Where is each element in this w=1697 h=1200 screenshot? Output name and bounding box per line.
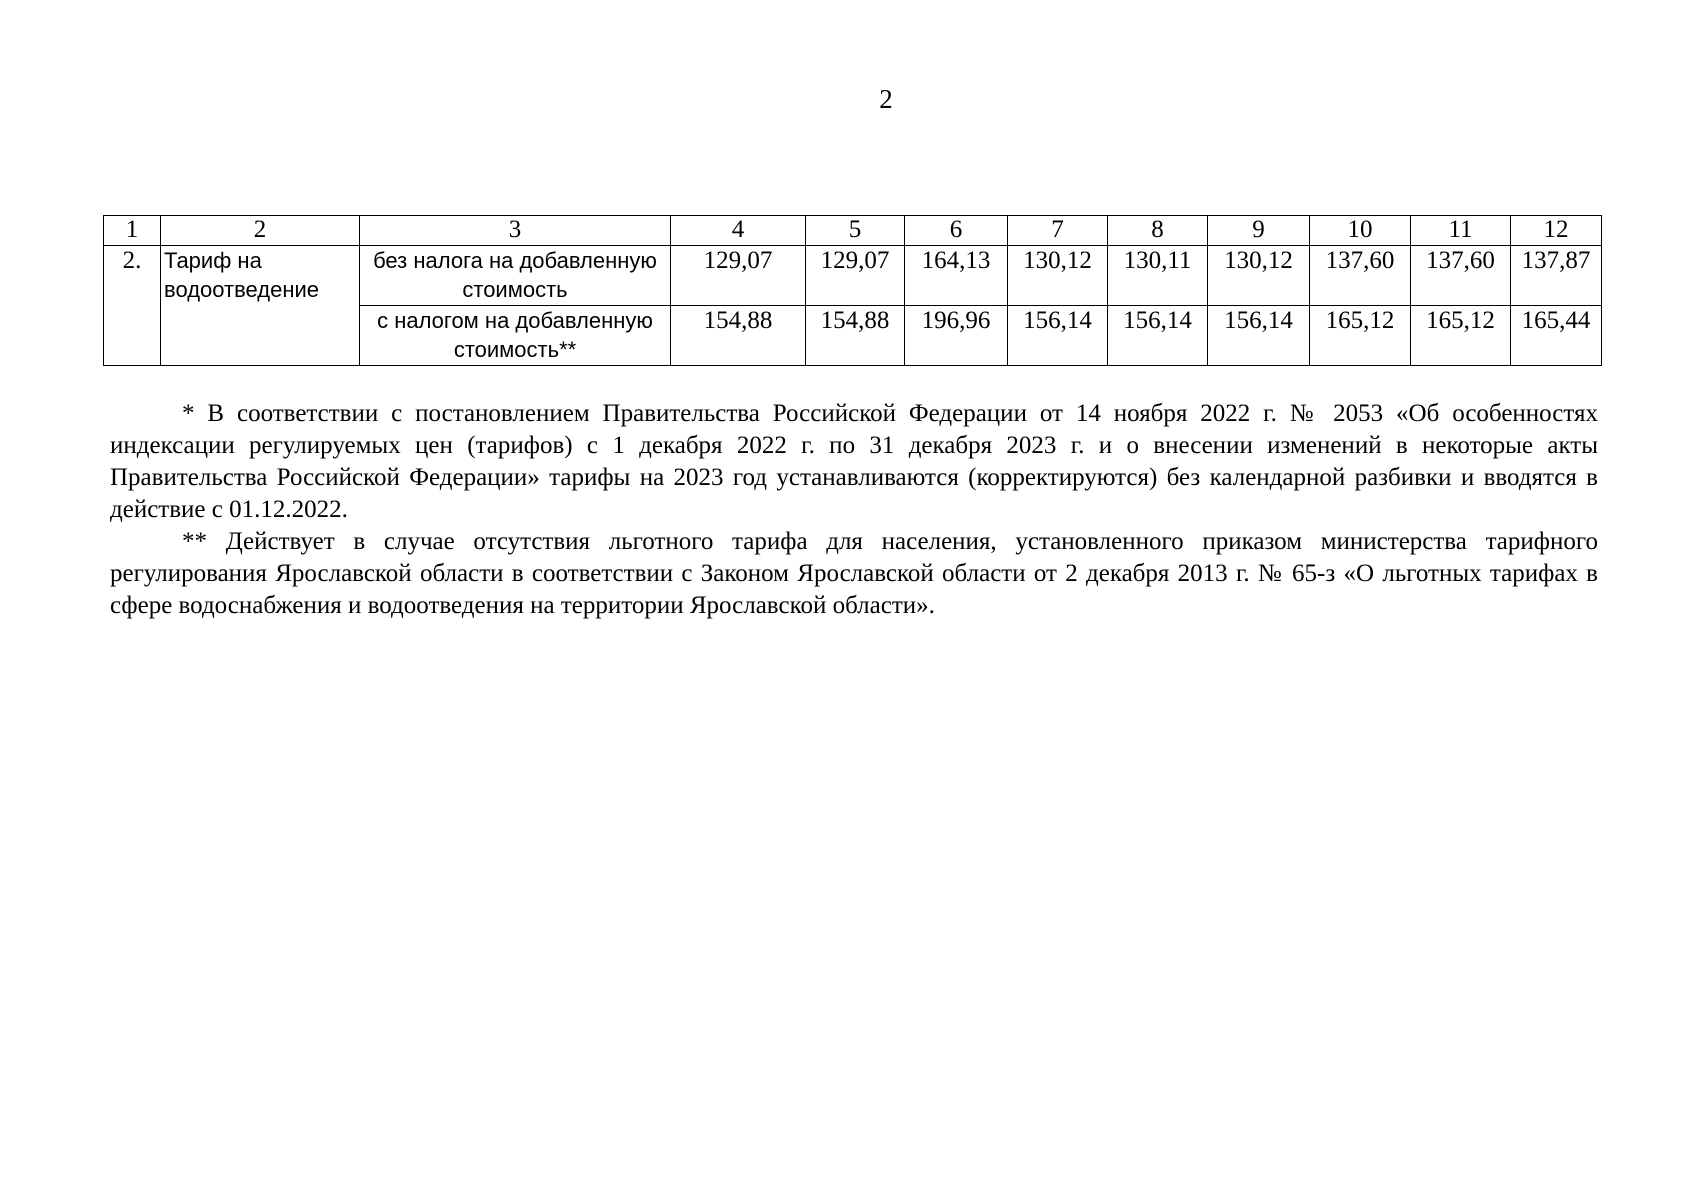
value-cell: 130,11 [1108, 246, 1208, 306]
value-cell: 165,44 [1511, 306, 1602, 366]
value-cell: 156,14 [1208, 306, 1310, 366]
footnote-vat-indexation: * В соответствии с постановлением Правительства Российской Федерации от 14 ноября 2022 г. № 2053 «Об особенностях индексации регулируемых цен (тарифов) с 1 декабря 2022 г. по 31 декабря 2023 г. и о внесении изменений в некоторые акты Правительства Российской Федерации» тарифы на 2023 год устанавливаются (корректируются) без календарной разбивки и вводятся в действие с 01.12.2022. [110, 400, 1598, 523]
value-cell: 165,12 [1411, 306, 1511, 366]
row-label-cell: без налога на добавленную стоимость [360, 246, 671, 306]
value-cell: 156,14 [1008, 306, 1108, 366]
value-cell: 129,07 [671, 246, 806, 306]
header-cell: 5 [806, 216, 905, 246]
header-cell: 10 [1310, 216, 1411, 246]
header-cell: 2 [161, 216, 360, 246]
page-number: 2 [879, 84, 893, 114]
value-cell: 137,60 [1411, 246, 1511, 306]
row-number-cell: 2. [104, 246, 161, 366]
value-cell: 137,60 [1310, 246, 1411, 306]
header-cell: 12 [1511, 216, 1602, 246]
header-cell: 1 [104, 216, 161, 246]
header-cell: 3 [360, 216, 671, 246]
value-cell: 196,96 [905, 306, 1008, 366]
header-cell: 4 [671, 216, 806, 246]
value-cell: 154,88 [806, 306, 905, 366]
header-cell: 11 [1411, 216, 1511, 246]
row-label-cell: с налогом на добавленную стоимость** [360, 306, 671, 366]
value-cell: 130,12 [1008, 246, 1108, 306]
header-cell: 9 [1208, 216, 1310, 246]
table-header-row [104, 216, 1602, 246]
table-row [104, 246, 1602, 306]
value-cell: 164,13 [905, 246, 1008, 306]
footnotes [110, 398, 1598, 622]
value-cell: 154,88 [671, 306, 806, 366]
value-cell: 137,87 [1511, 246, 1602, 306]
header-cell: 7 [1008, 216, 1108, 246]
value-cell: 129,07 [806, 246, 905, 306]
value-cell: 156,14 [1108, 306, 1208, 366]
header-cell: 8 [1108, 216, 1208, 246]
header-cell: 6 [905, 216, 1008, 246]
footnote-preferential-tariff: ** Действует в случае отсутствия льготного тарифа для населения, установленного приказом министерства тарифного регулирования Ярославской области в соответствии с Законом Ярославской области от 2 декабря 2013 г. № 65-з «О льготных тарифах в сфере водоснабжения и водоотведения на территории Ярославской области». [110, 528, 1598, 619]
value-cell: 165,12 [1310, 306, 1411, 366]
value-cell: 130,12 [1208, 246, 1310, 306]
row-name-cell: Тариф на водоотведение [161, 246, 360, 366]
tariff-table [103, 215, 1602, 366]
